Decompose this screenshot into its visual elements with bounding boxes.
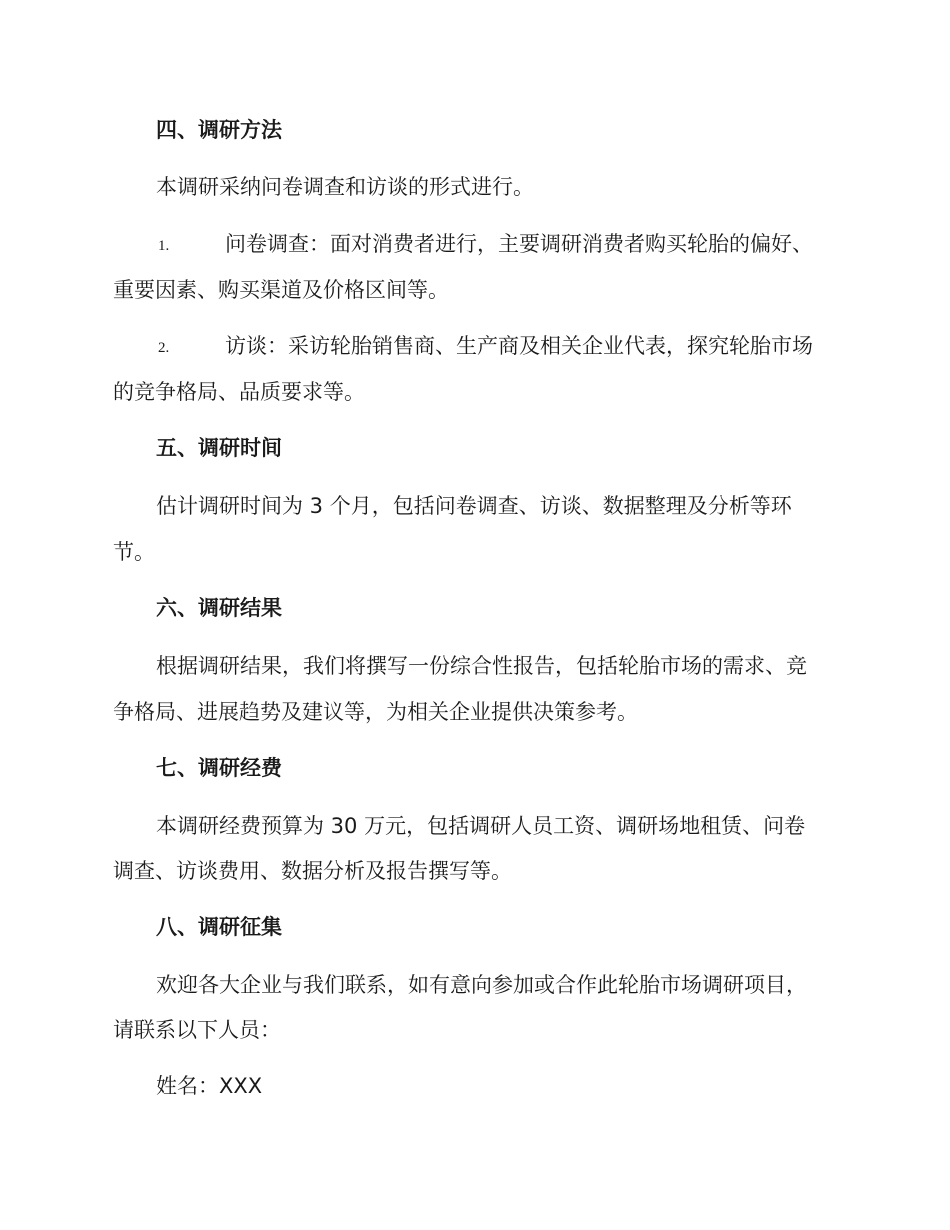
paragraph-line: 调查、访谈费用、数据分析及报告撰写等。	[113, 859, 512, 883]
list-item-text-continued: 的竞争格局、品质要求等。	[113, 380, 365, 404]
section-heading-time: 五、调研时间	[156, 436, 282, 460]
list-item-number: 2.	[158, 340, 170, 356]
list-item-number: 1.	[158, 238, 170, 254]
contact-name: 姓名：XXX	[156, 1074, 263, 1098]
list-item-text: 访谈：采访轮胎销售商、生产商及相关企业代表，探究轮胎市场	[225, 334, 813, 358]
list-item-text: 问卷调查：面对消费者进行，主要调研消费者购买轮胎的偏好、	[225, 232, 813, 256]
paragraph-line: 欢迎各大企业与我们联系，如有意向参加或合作此轮胎市场调研项目，	[156, 973, 807, 997]
paragraph-line: 争格局、进展趋势及建议等，为相关企业提供决策参考。	[113, 700, 638, 724]
section-heading-recruitment: 八、调研征集	[156, 915, 282, 939]
section-heading-results: 六、调研结果	[156, 596, 282, 620]
paragraph-line: 节。	[113, 540, 155, 564]
paragraph-line: 估计调研时间为 3 个月，包括问卷调查、访谈、数据整理及分析等环	[156, 494, 792, 518]
methods-intro: 本调研采纳问卷调查和访谈的形式进行。	[156, 175, 534, 199]
paragraph-line: 请联系以下人员：	[113, 1018, 281, 1042]
paragraph-line: 根据调研结果，我们将撰写一份综合性报告，包括轮胎市场的需求、竞	[156, 654, 807, 678]
list-item-text-continued: 重要因素、购买渠道及价格区间等。	[113, 278, 449, 302]
section-heading-methods: 四、调研方法	[156, 118, 282, 142]
section-heading-budget: 七、调研经费	[156, 756, 282, 780]
paragraph-line: 本调研经费预算为 30 万元，包括调研人员工资、调研场地租赁、问卷	[156, 814, 806, 838]
